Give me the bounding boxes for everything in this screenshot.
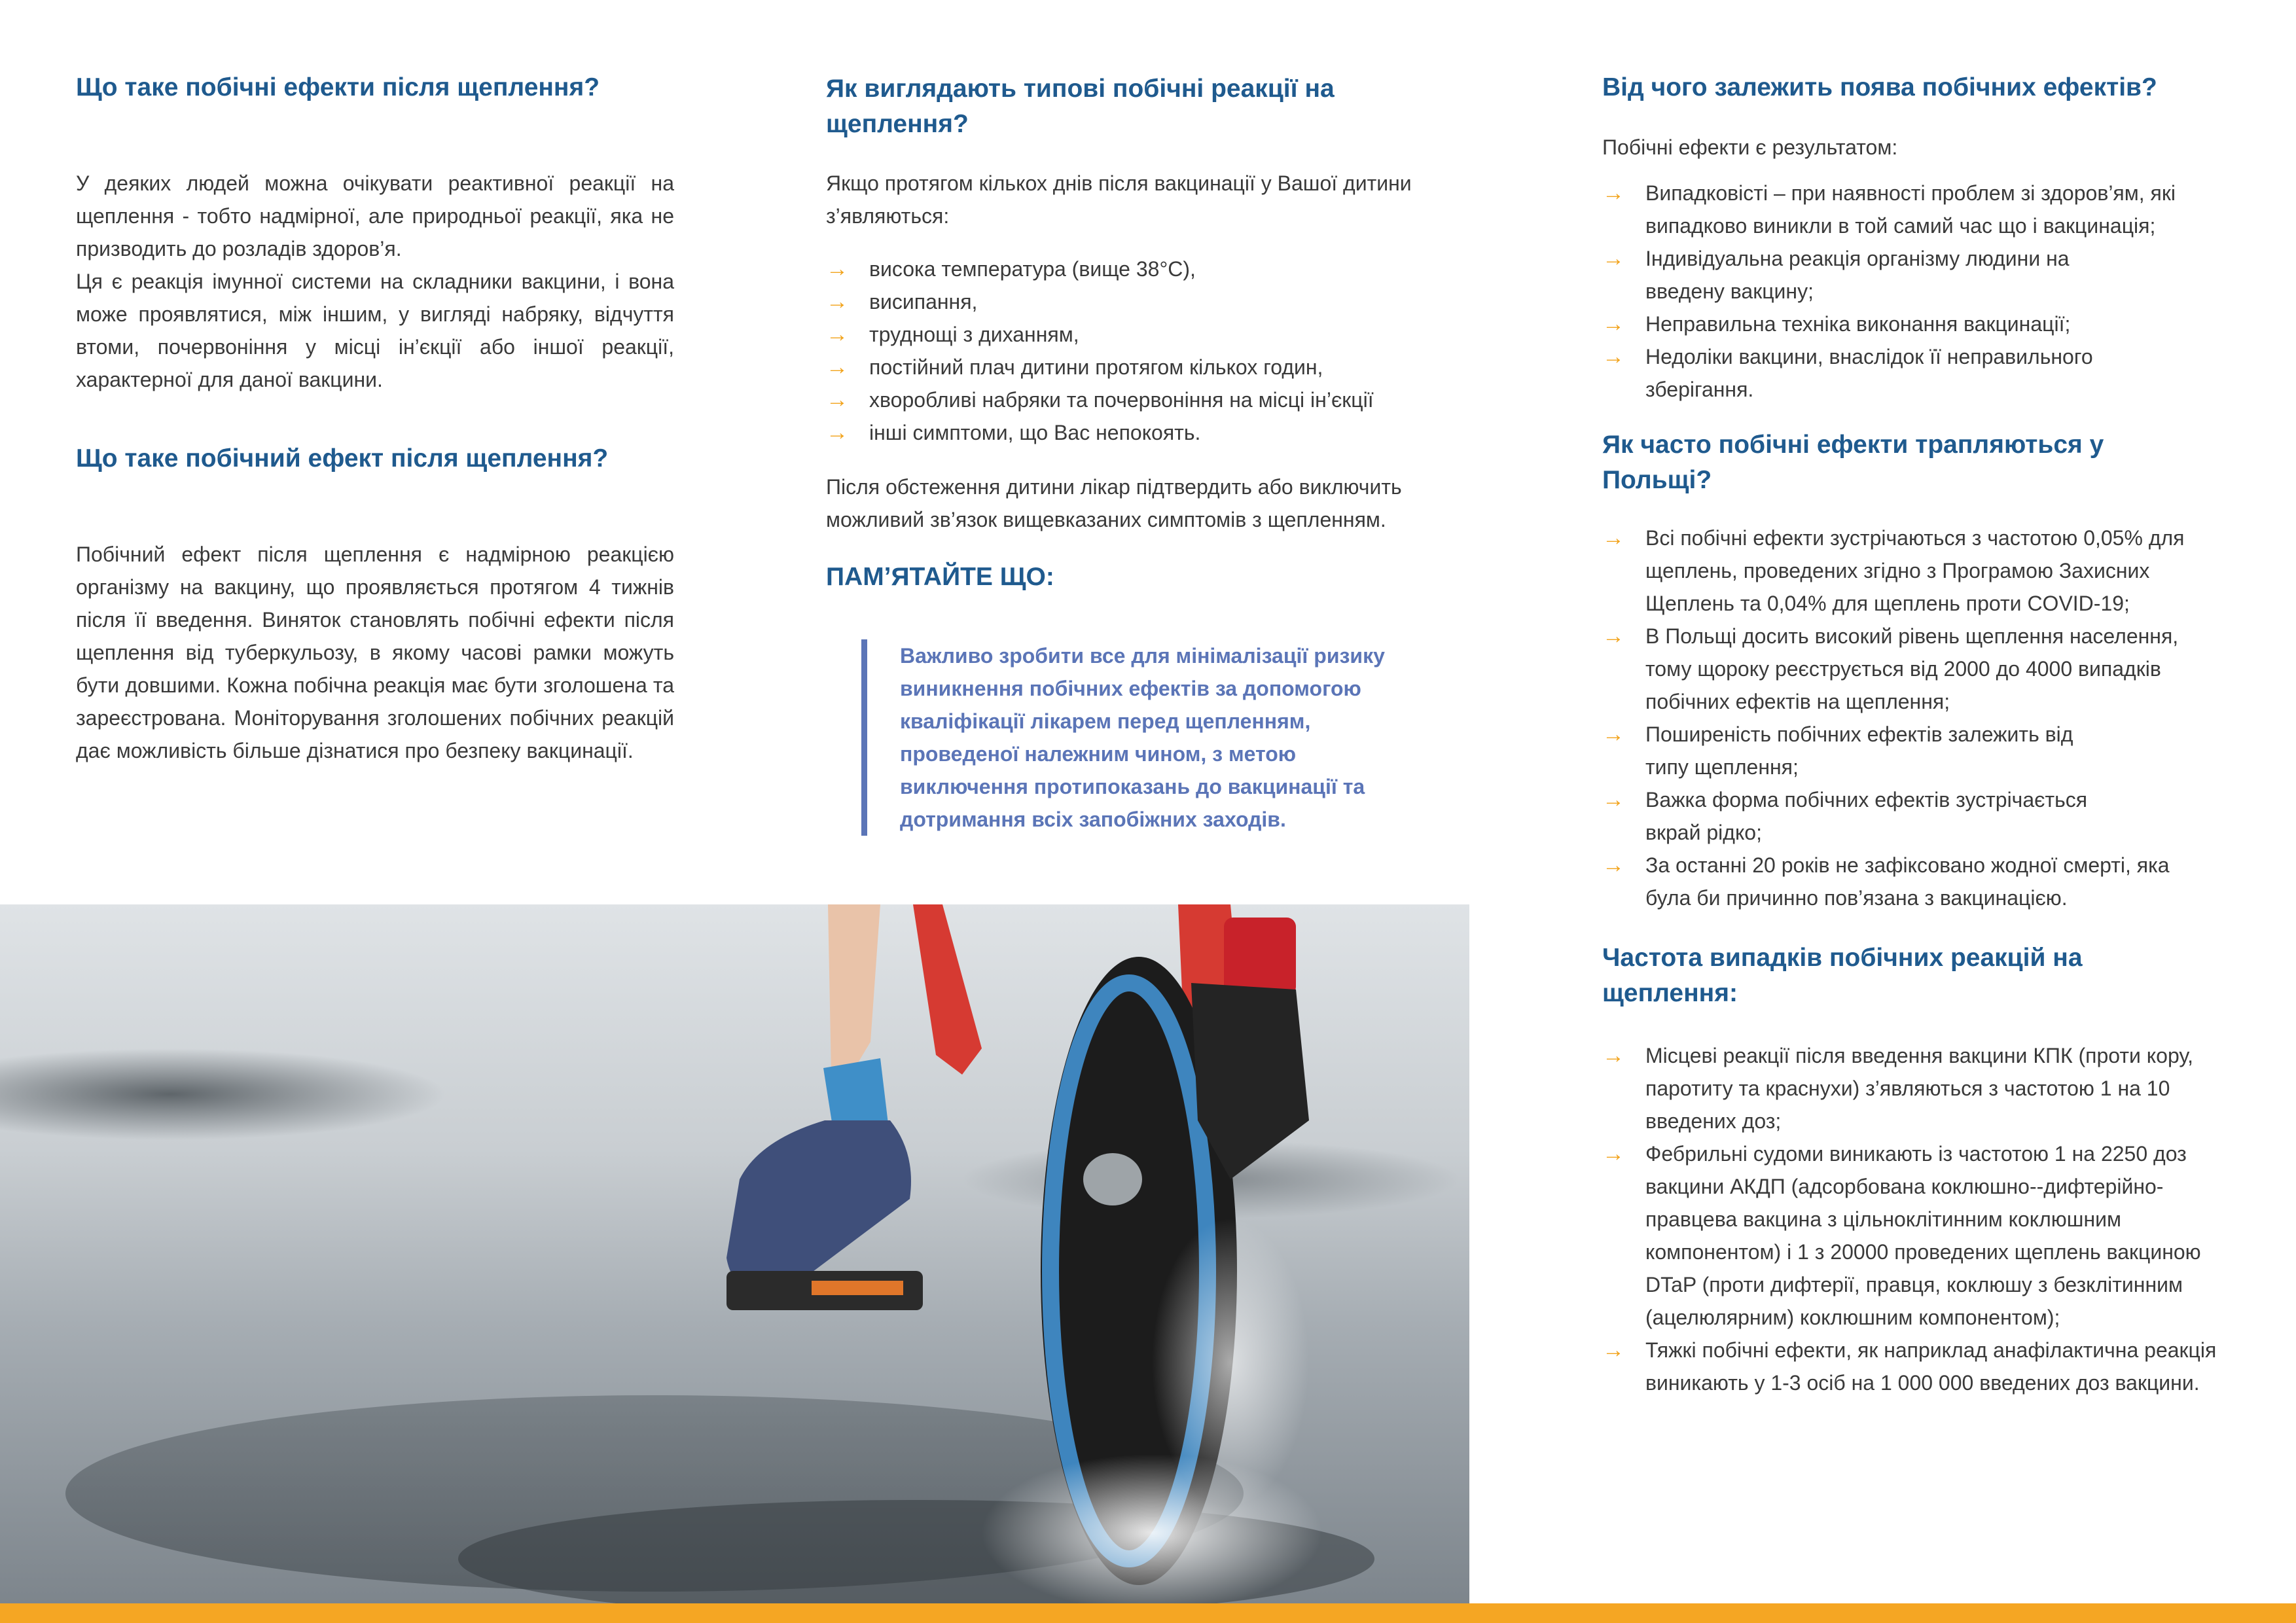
arrow-right-icon: → [1602,787,1624,812]
section-body-what-are-side-effects [76,167,674,396]
list-item: → хворобливі набряки та почервоніння на місці ін’єкції [826,383,1454,416]
section-title-how-often-poland: Як часто побічні ефекти трапляються у Польщі? [1602,431,2104,494]
typical-reactions-intro: Якщо протягом кількох днів після вакцинації у Вашої дитини з’являються: [826,171,1412,228]
arrow-right-icon: → [1602,1043,1624,1068]
arrow-right-icon: → [1602,246,1624,271]
list-item: → Індивідуальна реакція організму людини на введену вакцину; [1602,242,2217,308]
arrow-right-icon: → [826,387,848,412]
doctor-check-paragraph: Після обстеження дитини лікар підтвердить або виключить можливий зв’язок вищевказаних симптомів з щепленням. [826,475,1402,531]
arrow-right-icon: → [1602,1338,1624,1363]
section-title-frequency-reactions: Частота випадків побічних реакцій на щеплення: [1602,944,2083,1007]
arrow-right-icon: → [826,322,848,347]
arrow-right-icon: → [1602,722,1624,747]
arrow-right-icon: → [826,355,848,380]
paragraph: Ця є реакція імунної системи на складники вакцини, і вона може проявлятися, між іншим, у вигляді набряку, відчуття втоми, почервоніння у місці ін’єкції або іншої реакції, характерної для даної вакцини. [76,270,674,391]
frequency-poland-list [1602,522,2217,914]
list-item: → висипання, [826,285,1454,318]
paragraph: У деяких людей можна очікувати реактивної реакції на щеплення - тобто надмірної, але природньої реакції, яка не призводить до розладів здоров’я. [76,171,674,260]
section-title-what-causes: Від чого залежить поява побічних ефектів? [1602,73,2157,101]
arrow-right-icon: → [1602,624,1624,649]
paragraph: Побічний ефект після щеплення є надмірною реакцією організму на вакцину, що проявляється протягом 4 тижнів після її введення. Виняток становлять побічні ефекти після щеплення від туберкульозу, в якому часові рамки можуть бути довшими. Кожна побічна реакція має бути зголошена та зареєстрована. Моніторування зголошених побічних реакцій дає можливість більше дізнатися про безпеку вакцинації. [76,543,674,762]
section-body-what-is-side-effect [76,538,674,767]
pedal-reflector [812,1281,903,1295]
remember-title: ПАМ’ЯТАЙТЕ ЩО: [826,563,1054,591]
arrow-right-icon: → [826,257,848,281]
bottom-accent-bar [0,1603,2296,1623]
list-item: → труднощі з диханням, [826,318,1454,351]
symptom-list [826,253,1454,449]
list-item: → Всі побічні ефекти зустрічаються з частотою 0,05% для щеплень, проведених згідно з Програмою Захисних Щеплень та 0,04% для щеплень проти COVID-19; [1602,522,2217,620]
arrow-right-icon: → [826,289,848,314]
frequency-reactions-list [1602,1039,2217,1399]
section-title-what-is-side-effect: Що таке побічний ефект після щеплення? [76,444,609,473]
list-item: → інші симптоми, що Вас непокоять. [826,416,1454,449]
arrow-right-icon: → [1602,312,1624,336]
list-item: → Тяжкі побічні ефекти, як наприклад анафілактична реакція виникають у 1-3 осіб на 1 000 000 введених доз вакцини. [1602,1334,2217,1399]
list-item: → Поширеність побічних ефектів залежить від типу щеплення; [1602,718,2217,783]
what-causes-intro: Побічні ефекти є результатом: [1602,135,1898,159]
list-item: → постійний плач дитини протягом кількох годин, [826,351,1454,383]
arrow-right-icon: → [1602,181,1624,205]
arrow-right-icon: → [1602,526,1624,550]
bike-hub [1083,1153,1142,1205]
quote-text: Важливо зробити все для мінімалізації ризику виникнення побічних ефектів за допомогою кваліфікації лікарем перед щепленням, проведеної належним чином, з метою виключення протипоказань до вакцинації та дотримання всіх запобіжних заходів. [900,644,1385,831]
water-splash [1152,1219,1309,1507]
arrow-right-icon: → [826,420,848,445]
remember-quote [861,639,1424,836]
list-item: → За останні 20 років не зафіксовано жодної смерті, яка була би причинно пов’язана з вакцинацією. [1602,849,2217,914]
list-item: → Місцеві реакції після введення вакцини КПК (проти кору, паротиту та краснухи) з’являються з частотою 1 на 10 введених доз; [1602,1039,2217,1137]
list-item: → Недоліки вакцини, внаслідок її неправильного зберігання. [1602,340,2217,406]
list-item: → Неправильна техніка виконання вакцинації; [1602,308,2217,340]
arrow-right-icon: → [1602,853,1624,878]
list-item: → Фебрильні судоми виникають із частотою 1 на 2250 доз вакцини АКДП (адсорбована коклюшно--дифтерійно-правцева вакцина з цільноклітинним коклюшним компонентом) і 1 з 20000 проведених щеплень вакциною DTaP (проти дифтерії, правця, коклюшу з безклітинним (ацелюлярним) коклюшним компонентом); [1602,1137,2217,1334]
section-title-typical-reactions: Як виглядають типові побічні реакції на щеплення? [826,75,1335,138]
arrow-right-icon: → [1602,344,1624,369]
section-title-what-are-side-effects: Що таке побічні ефекти після щеплення? [76,73,600,101]
list-item: → висока температура (вище 38°C), [826,253,1454,285]
list-item: → В Польщі досить високий рівень щеплення населення, тому щороку реєструється від 2000 до 4000 випадків побічних ефектів на щеплення; [1602,620,2217,718]
bicycle-puddle-photo [0,904,1469,1603]
list-item: → Важка форма побічних ефектів зустрічається вкрай рідко; [1602,783,2217,849]
causes-list [1602,177,2217,406]
arrow-right-icon: → [1602,1141,1624,1166]
list-item: → Випадковісті – при наявності проблем зі здоров’ям, які випадково виникли в той самий час що і вакцинація; [1602,177,2217,242]
reflector [1224,918,1296,996]
